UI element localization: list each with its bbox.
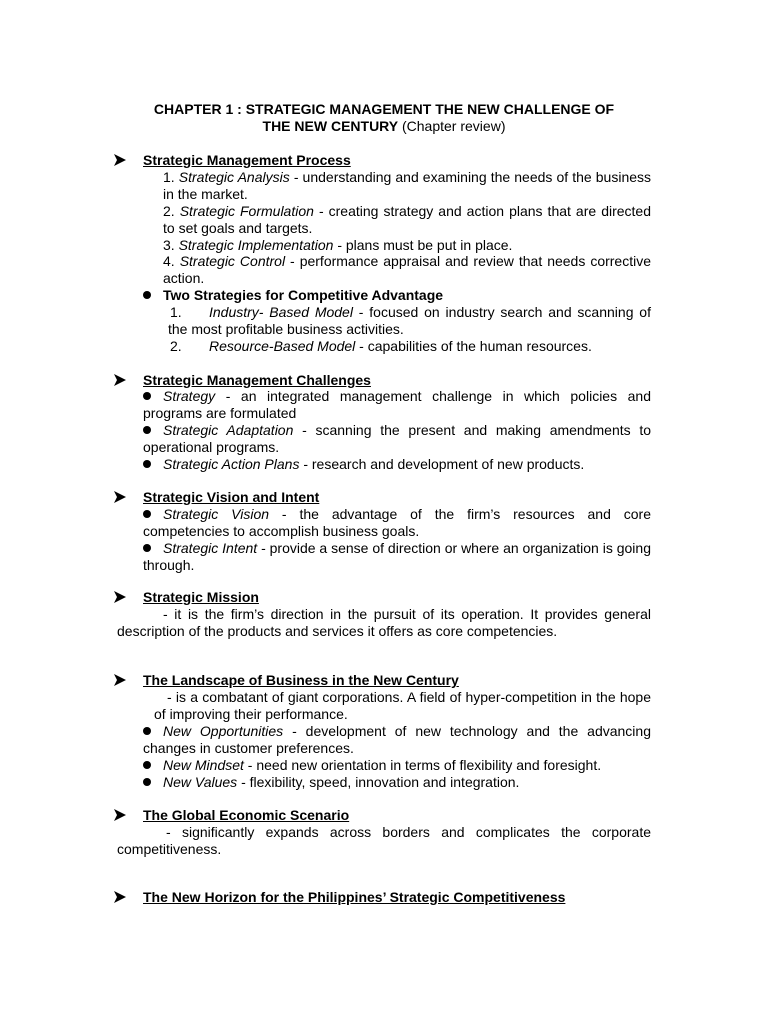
title-line-2 [60,118,708,135]
item-term: New Values [163,774,238,790]
list-item [143,540,651,574]
section-heading-challenges: Strategic Management Challenges [143,372,371,388]
item-description: - development of new technology and the advancing changes in customer preferences. [143,723,651,756]
arrowhead-bullet-icon [113,490,129,506]
arrowhead-bullet-icon [113,590,129,606]
item-description: - focused on industry search and scanning of the most profitable business activities. [168,304,651,337]
item-number: 1. [163,169,175,185]
item-term: Strategic Intent [163,540,258,556]
title-line-2-note: (Chapter review) [398,118,506,134]
item-description: - capabilities of the human resources. [355,338,592,354]
title-line-2-bold: THE NEW CENTURY [262,118,399,134]
arrowhead-bullet-icon [113,373,129,389]
list-item [163,757,601,774]
item-number: 4. [163,253,175,269]
list-item [143,506,651,540]
item-term: Strategy [163,388,216,404]
section-body-landscape: - is a combatant of giant corporations. A field of hyper-competition in the hope of improving their performance. [154,689,651,722]
item-term: New Opportunities [163,723,284,739]
item-term: Strategic Action Plans [163,456,300,472]
item-number: 2. [163,203,175,219]
section-heading-landscape: The Landscape of Business in the New Century [143,672,459,688]
list-item [163,253,651,287]
list-item [163,169,651,203]
item-description: - plans must be put in place. [333,237,513,253]
item-term: Strategic Analysis [178,169,290,185]
filled-circle-bullet-icon [143,291,151,299]
item-term: Strategic Adaptation [163,422,294,438]
item-term: Industry- Based Model [209,304,353,320]
section-body-mission: - it is the firm’s direction in the pursuit of its operation. It provides general description of the products and services it offers as core competencies. [117,606,651,639]
item-term: New Mindset [163,757,244,773]
item-description: - understanding and examining the needs of the business in the market. [163,169,652,202]
item-description: - creating strategy and action plans that are directed to set goals and targets. [163,203,652,236]
list-item [168,304,651,338]
item-description: - need new orientation in terms of flexibility and foresight. [243,757,602,773]
list-item [163,774,519,791]
list-item [163,456,584,473]
item-term: Strategic Control [179,253,286,269]
section-heading-vision: Strategic Vision and Intent [143,489,320,505]
sub-heading-competitive-advantage: Two Strategies for Competitive Advantage [163,287,444,303]
item-number: 3. [163,237,175,253]
list-item [163,203,651,237]
filled-circle-bullet-icon [143,761,151,769]
item-number: 1. [170,304,182,320]
section-heading-new-horizon: The New Horizon for the Philippines’ Strategic Competitiveness [143,889,566,905]
item-number: 2. [170,338,182,354]
list-item [209,338,592,355]
arrowhead-bullet-icon [113,890,129,906]
list-item [163,237,651,254]
item-term: Strategic Implementation [178,237,334,253]
filled-circle-bullet-icon [143,778,151,786]
list-item [143,422,651,456]
item-description: - research and development of new products. [299,456,585,472]
item-description: - scanning the present and making amendments to operational programs. [143,422,652,455]
arrowhead-bullet-icon [113,808,129,824]
section-body-global: - significantly expands across borders and complicates the corporate competitiveness. [117,824,651,857]
item-term: Strategic Formulation [179,203,314,219]
item-term: Resource-Based Model [209,338,356,354]
item-description: - performance appraisal and review that needs corrective action. [163,253,652,286]
section-heading-mission: Strategic Mission [143,589,259,605]
list-item [143,723,651,757]
item-term: Strategic Vision [163,506,270,522]
list-item [143,388,651,422]
item-description: - an integrated management challenge in which policies and programs are formulated [143,388,651,421]
filled-circle-bullet-icon [143,460,151,468]
chapter-title [60,101,708,135]
item-description: - the advantage of the firm’s resources and core competencies to accomplish business goals. [143,506,652,539]
arrowhead-bullet-icon [113,673,129,689]
arrowhead-bullet-icon [113,153,129,169]
section-heading-process: Strategic Management Process [143,152,351,168]
section-heading-global: The Global Economic Scenario [143,807,350,823]
item-description: - flexibility, speed, innovation and integration. [237,774,520,790]
title-line-1: CHAPTER 1 : STRATEGIC MANAGEMENT THE NEW CHALLENGE OF [153,101,615,117]
item-description: - provide a sense of direction or where an organization is going through. [143,540,651,573]
